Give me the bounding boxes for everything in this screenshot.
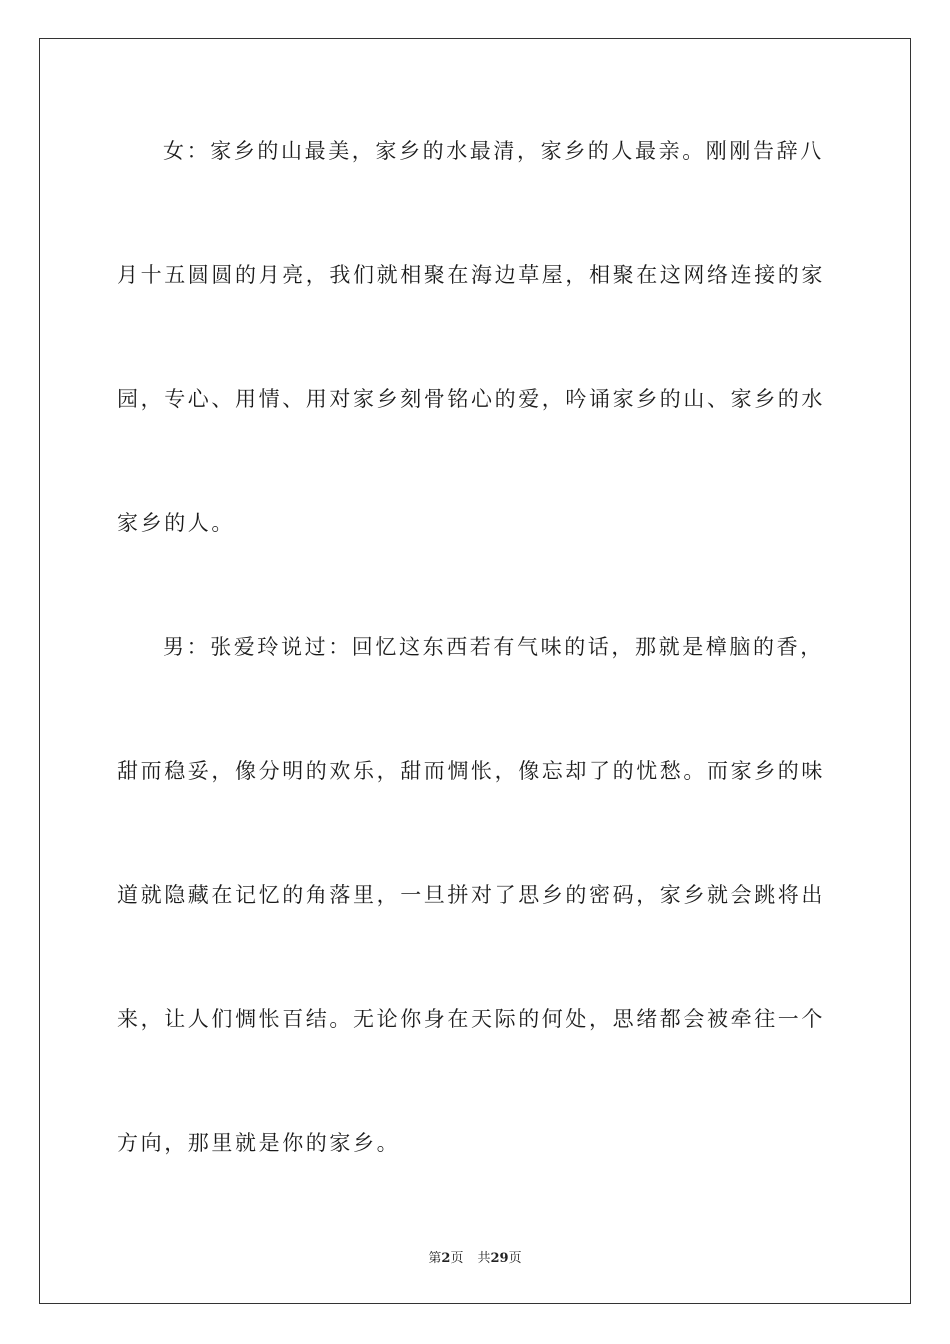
total-pages: 29 <box>490 1251 509 1266</box>
page-number: 2 <box>441 1251 451 1266</box>
paragraph-1-line-3: 园，专心、用情、用对家乡刻骨铭心的爱，吟诵家乡的山、家乡的水 <box>117 387 825 411</box>
paragraph-2-line-2: 甜而稳妥，像分明的欢乐，甜而惆怅，像忘却了的忧愁。而家乡的味 <box>117 759 825 783</box>
paragraph-1-line-1: 女：家乡的山最美，家乡的水最清，家乡的人最亲。刚刚告辞八 <box>163 139 824 163</box>
total-prefix: 共 <box>477 1251 491 1266</box>
paragraph-2-line-1: 男：张爱玲说过：回忆这东西若有气味的话，那就是樟脑的香， <box>163 635 824 659</box>
page-suffix: 页 <box>450 1251 464 1266</box>
total-suffix: 页 <box>508 1251 522 1266</box>
paragraph-1-line-4: 家乡的人。 <box>117 511 235 535</box>
page-border <box>39 38 911 1304</box>
paragraph-2-line-4: 来，让人们惆怅百结。无论你身在天际的何处，思绪都会被牵往一个 <box>117 1007 825 1031</box>
paragraph-2-line-3: 道就隐藏在记忆的角落里，一旦拼对了思乡的密码，家乡就会跳将出 <box>117 883 825 907</box>
paragraph-2-line-5: 方向，那里就是你的家乡。 <box>117 1131 401 1155</box>
page-prefix: 第 <box>428 1251 442 1266</box>
paragraph-1-line-2: 月十五圆圆的月亮，我们就相聚在海边草屋，相聚在这网络连接的家 <box>117 263 825 287</box>
page-footer <box>0 1247 950 1266</box>
